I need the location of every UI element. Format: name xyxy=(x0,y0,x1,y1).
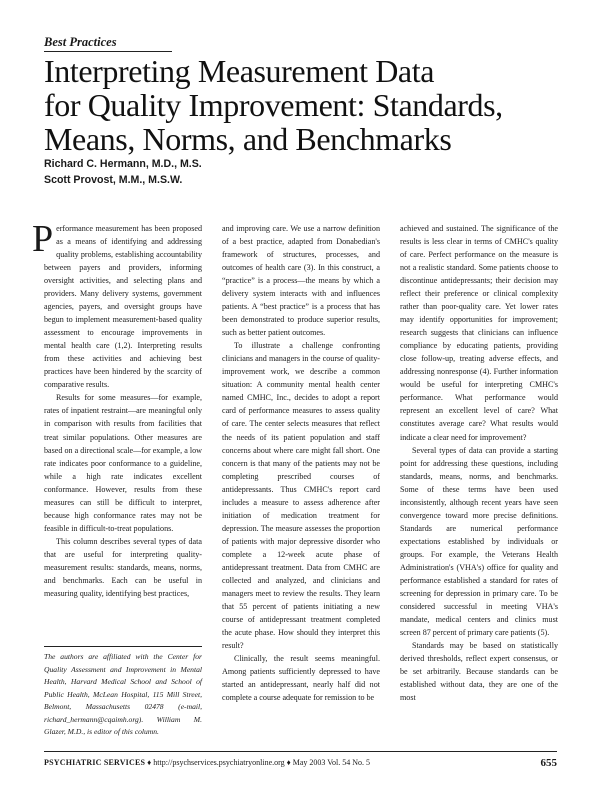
paragraph: Performance measurement has been proposed as a means of identifying and addressing quality problems, establishing accountability between payers and providers, informing oversight activities, and selecting plans and providers. Many delivery systems, government agencies, payers, and oversight groups have begun to implement measurement-based quality assessment to encourage improvements in mental health care (1,2). Interpreting results from these activities and achieving best practices have been hindered by the scarcity of comparative results. xyxy=(32,218,202,390)
author: Richard C. Hermann, M.D., M.S. xyxy=(44,158,202,170)
section-rule xyxy=(44,51,172,52)
text-column-3 xyxy=(400,222,558,704)
author-footnote: The authors are affiliated with the Center for Quality Assessment and Improvement in Mental Health, Harvard Medical School and School of Public Health, McLean Hospital, 115 Mill Street, Belmont, Massachusetts 02478 (e-mail, richard_hermann@cqaimh.org). William M. Glazer, M.D., is editor of this column. xyxy=(44,652,202,736)
page-footer xyxy=(44,758,557,767)
diamond-separator: ♦ xyxy=(147,758,152,767)
paragraph: achieved and sustained. The significance of the results is less clear in terms of CMHC's quality of care. Perfect performance on the measure is not a realistic standard. Some patients choose to discontinue antidepressants; their decision may reflect their preference or clinical complexity rather than poor-quality care. Yet lower rates may identify opportunities for improvement; research suggests that clinicians can influence compliance by educating patients, providing close follow-up, treating adverse effects, and addressing nonresponse (4). Further information would be useful for interpreting CMHC's performance. What performance would represent an excellent level of care? What constitutes average care? What results would indicate a clear need for improvement? xyxy=(400,224,558,442)
title-line: Interpreting Measurement Data xyxy=(44,53,435,89)
section-label: Best Practices xyxy=(44,35,117,49)
paragraph: To illustrate a challenge confronting clinicians and managers in the course of quality-improvement work, we describe a common situation: A community mental health center named CMHC, Inc., decides to adopt a report card of performance measures to assess quality of care. The center selects measures that reflect the needs of its patient population and staff concerns about where care might fall short. One concern is that many of the patients may not be completing prescribed courses of antidepressants. Thus CMHC's report card includes a measure to assess adherence after initiation of medication treatment for depression. The measure assesses the proportion of patients with major depressive disorder who complete a 12-week acute phase of antidepressant treatment. Data from CMHC are collected and analyzed, and clinicians and managers meet to review the results. They learn that 55 percent of patients initiating a new course of antidepressant treatment completed the acute phase. How should they interpret this result? xyxy=(222,341,380,650)
text-column-2 xyxy=(222,222,380,704)
diamond-separator: ♦ xyxy=(286,758,291,767)
drop-cap: P xyxy=(32,218,54,260)
journal-name: PSYCHIATRIC SERVICES xyxy=(44,758,146,767)
title-line: for Quality Improvement: Standards, xyxy=(44,87,503,123)
journal-url[interactable]: http://psychservices.psychiatryonline.org xyxy=(153,758,285,767)
author-list xyxy=(44,156,202,188)
paragraph: Results for some measures—for example, rates of inpatient restraint—are meaningful only in comparison with results from facilities that treat similar populations. Other measures are based on a directional scale—for example, a low rate indicates poor conformance to a guideline, while a high rate indicates excellent conformance. However, results from these measures can still be difficult to interpret, because high conformance rates may not be feasible in difficult-to-treat populations. xyxy=(44,393,202,533)
page-number: 655 xyxy=(540,757,557,769)
issue-info: May 2003 Vol. 54 No. 5 xyxy=(292,758,370,767)
footer-rule xyxy=(44,751,557,752)
title-line: Means, Norms, and Benchmarks xyxy=(44,121,452,157)
paragraph: Standards may be based on statistically derived thresholds, reflect expert consensus, or be set arbitrarily. Because standards can be established without data, they are one of the most xyxy=(400,641,558,703)
footnote-rule xyxy=(44,646,202,647)
paragraph: Several types of data can provide a starting point for addressing these questions, including standards, means, norms, and benchmarks. Some of these terms have been used inconsistently, although recent years have seen convergence toward more precise definitions. Standards are numerical performance expectations established by individuals or groups. For example, the Veterans Health Administration's (VHA's) office for quality and performance established a standard for rates of screening for depression in primary care. To be considered successful in meeting VHA's mandate, medical centers and clinics must screen 87 percent of primary care patients (5). xyxy=(400,445,558,637)
paragraph: and improving care. We use a narrow definition of a best practice, adapted from Donabedian's framework of structures, processes, and outcomes of health care (3). In this construct, a “practice” is a process—the means by which a delivery system interacts with and influences patients. A “best practice” is a process that has been demonstrated to produce superior results, such as better patient outcomes. xyxy=(222,224,380,338)
paragraph: This column describes several types of data that are useful for interpreting quality-measurement results: standards, means, norms, and benchmarks. Each can be useful in measuring quality, identifying best practices, xyxy=(44,536,202,598)
article-title xyxy=(44,54,564,156)
text-column-1 xyxy=(32,218,202,600)
author: Scott Provost, M.M., M.S.W. xyxy=(44,174,183,186)
paragraph: Clinically, the result seems meaningful. Among patients sufficiently depressed to have started an antidepressant, nearly half did not complete a course adequate for remission to be xyxy=(222,654,380,703)
